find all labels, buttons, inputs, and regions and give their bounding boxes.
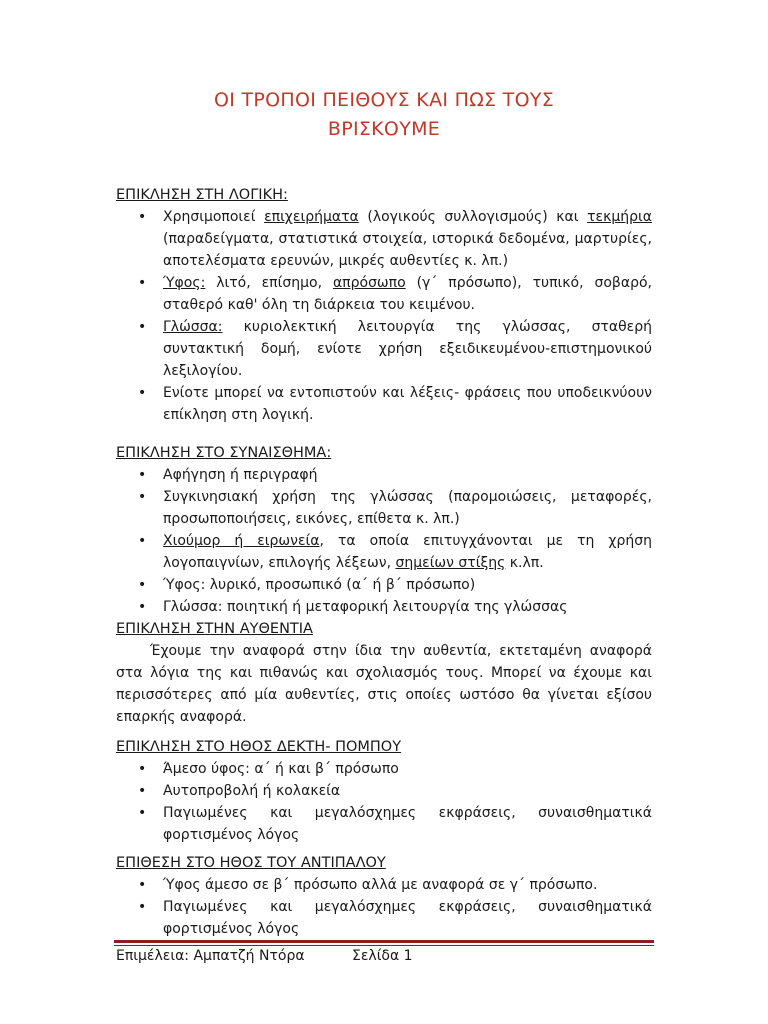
underlined-text: Γλώσσα: xyxy=(163,319,223,335)
list-item xyxy=(116,530,652,574)
section-heading-ethos: ΕΠΙΚΛΗΣΗ ΣΤΟ ΗΘΟΣ ΔΕΚΤΗ- ΠΟΜΠΟΥ xyxy=(116,739,402,755)
list-item xyxy=(116,206,652,272)
paragraph-authority: Έχουμε την αναφορά στην ίδια την αυθεντία, εκτεταμένη αναφορά στα λόγια της και πιθανώς και σχολιασμός τους. Μπορεί να έχουμε και περισσότερες από μία αυθεντίες, στις οποίες ωστόσο θα γίνεται εξίσου επαρκής αναφορά. xyxy=(116,643,652,725)
list-item: • Αυτοπροβολή ή κολακεία xyxy=(116,780,652,802)
footer-author: Επιμέλεια: Αμπατζή Ντόρα xyxy=(116,948,305,964)
list-item: • Αφήγηση ή περιγραφή xyxy=(116,464,652,486)
list-item xyxy=(116,316,652,382)
text: (λογικούς συλλογισμούς) και xyxy=(358,209,588,225)
footer-page-number: Σελίδα 1 xyxy=(352,948,413,964)
text: λιτό, επίσημο, xyxy=(205,275,333,291)
section-emotion xyxy=(116,442,652,618)
list-item: • Ύφος: λυρικό, προσωπικό (α΄ ή β΄ πρόσωπο) xyxy=(116,574,652,596)
list-item: • Ύφος άμεσο σε β΄ πρόσωπο αλλά με αναφορά σε γ΄ πρόσωπο. xyxy=(116,874,652,896)
underlined-text: επιχειρήματα xyxy=(264,209,359,225)
bullet-list-attack xyxy=(116,874,652,940)
footer-divider-thin xyxy=(114,945,654,946)
title-line-1: ΟΙ ΤΡΟΠΟΙ ΠΕΙΘΟΥΣ ΚΑΙ ΠΩΣ ΤΟΥΣ xyxy=(213,89,555,111)
section-heading-logic: ΕΠΙΚΛΗΣΗ ΣΤΗ ΛΟΓΙΚΗ: xyxy=(116,187,288,203)
underlined-text: τεκμήρια xyxy=(587,209,652,225)
section-logic xyxy=(116,184,652,426)
bullet-list-emotion xyxy=(116,464,652,618)
list-item: • Άμεσο ύφος: α΄ ή και β΄ πρόσωπο xyxy=(116,758,652,780)
section-heading-attack: ΕΠΙΘΕΣΗ ΣΤΟ ΗΘΟΣ ΤΟΥ ΑΝΤΙΠΑΛΟΥ xyxy=(116,855,386,871)
text: (παραδείγματα, στατιστικά στοιχεία, ιστορικά δεδομένα, μαρτυρίες, αποτελέσματα ερευνών, μικρές αυθεντίες κ. λπ.) xyxy=(163,231,652,269)
footer-divider xyxy=(114,940,654,943)
document-title xyxy=(0,86,768,144)
section-heading-authority: ΕΠΙΚΛΗΣΗ ΣΤΗΝ ΑΥΘΕΝΤΙΑ xyxy=(116,621,313,637)
list-item: • Συγκινησιακή χρήση της γλώσσας (παρομοιώσεις, μεταφορές, προσωποποιήσεις, εικόνες, επίθετα κ. λπ.) xyxy=(116,486,652,530)
bullet-list-logic xyxy=(116,206,652,426)
list-item: • Ενίοτε μπορεί να εντοπιστούν και λέξεις- φράσεις που υποδεικνύουν επίκληση στη λογική. xyxy=(116,382,652,426)
section-heading-emotion: ΕΠΙΚΛΗΣΗ ΣΤΟ ΣΥΝΑΙΣΘΗΜΑ: xyxy=(116,445,332,461)
section-ethos xyxy=(116,736,652,846)
title-line-2: ΒΡΙΣΚΟΥΜΕ xyxy=(327,118,441,140)
list-item xyxy=(116,272,652,316)
list-item: • Παγιωμένες και μεγαλόσχημες εκφράσεις, συναισθηματικά φορτισμένος λόγος xyxy=(116,802,652,846)
list-item: • Γλώσσα: ποιητική ή μεταφορική λειτουργία της γλώσσας xyxy=(116,596,652,618)
underlined-text: απρόσωπο xyxy=(332,275,406,291)
list-item: • Παγιωμένες και μεγαλόσχημες εκφράσεις, συναισθηματικά φορτισμένος λόγος xyxy=(116,896,652,940)
underlined-text: Ύφος: xyxy=(163,275,206,291)
section-attack xyxy=(116,852,652,940)
text: Χρησιμοποιεί xyxy=(163,209,265,225)
underlined-text: σημείων στίξης xyxy=(395,555,506,571)
text: , τα οποία επιτυγχάνονται με τη χρήση λογοπαιγνίων, επιλογής λέξεων, xyxy=(163,533,652,571)
text: κ.λπ. xyxy=(505,555,544,571)
text: (γ΄ πρόσωπο), τυπικό, σοβαρό, σταθερό καθ' όλη τη διάρκεια του κειμένου. xyxy=(163,275,652,313)
text: κυριολεκτική λειτουργία της γλώσσας, σταθερή συντακτική δομή, ενίοτε χρήση εξειδικευμένου-επιστημονικού λεξιλογίου. xyxy=(163,319,652,379)
section-authority xyxy=(116,618,652,728)
footer xyxy=(116,948,413,964)
underlined-text: Χιούμορ ή ειρωνεία xyxy=(163,533,320,549)
bullet-list-ethos xyxy=(116,758,652,846)
